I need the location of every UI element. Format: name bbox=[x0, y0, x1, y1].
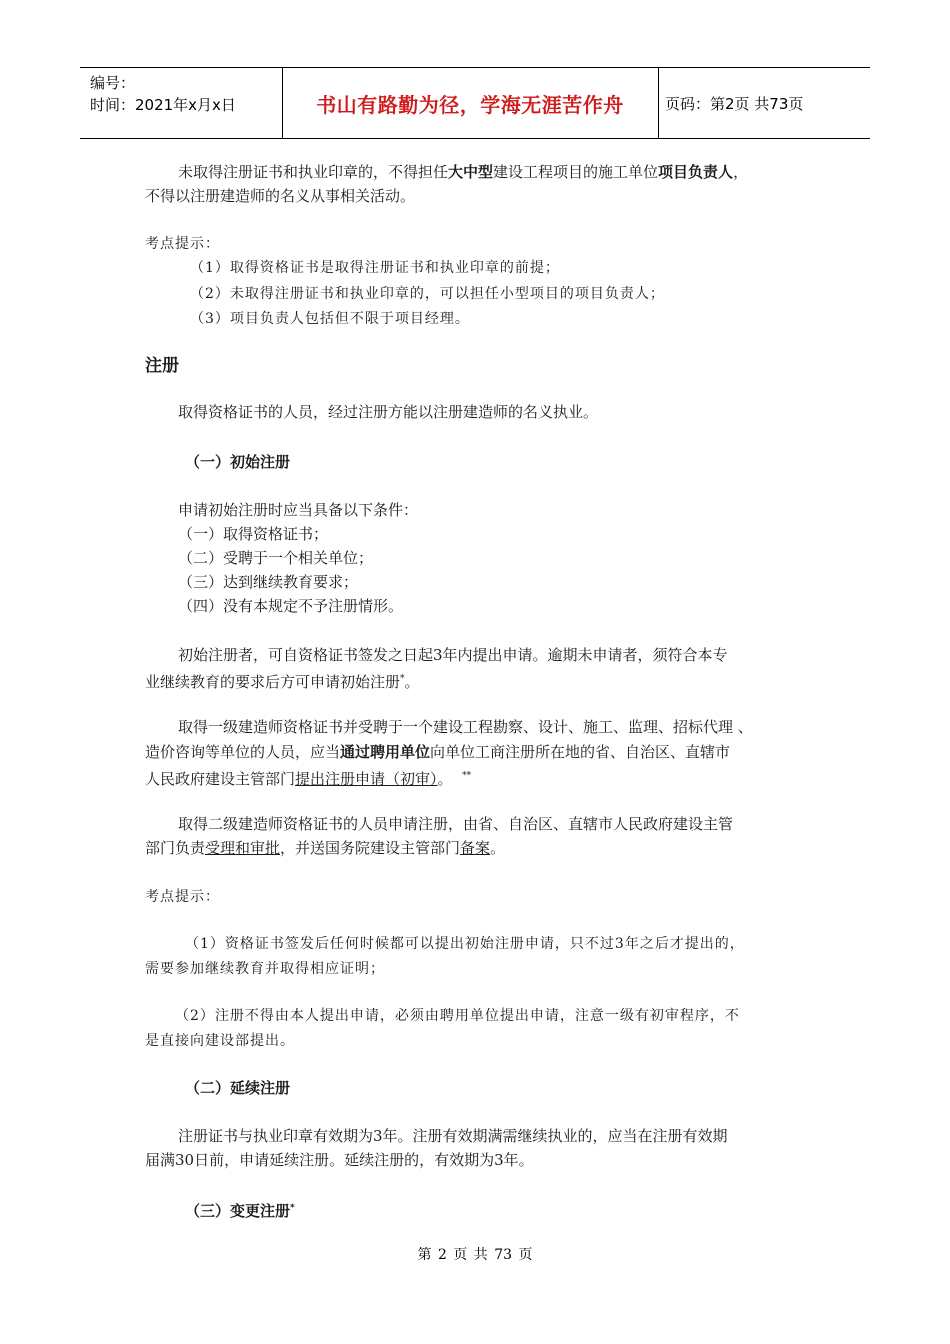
tip-2-2-line-2: 是直接向建设部提出。 bbox=[145, 1033, 295, 1049]
subsection-title-renewal: （二）延续注册 bbox=[185, 1079, 291, 1097]
renewal-line-1: 注册证书与执业印章有效期为3年。注册有效期满需继续执业的，应当在注册有效期 bbox=[178, 1127, 728, 1145]
intro-bold-role: 项目负责人 bbox=[658, 163, 734, 181]
intro-text: ， bbox=[733, 163, 749, 181]
para-text: ，并送国务院建设主管部门 bbox=[280, 839, 461, 857]
para-text: 。 bbox=[490, 839, 506, 857]
condition-item: （四）没有本规定不予注册情形。 bbox=[178, 597, 404, 615]
time-label: 时间：2021年x月x日 bbox=[90, 96, 236, 114]
section-lead: 取得资格证书的人员，经过注册方能以注册建造师的名义执业。 bbox=[178, 403, 599, 421]
para-text: 部门负责 bbox=[145, 839, 206, 857]
initial-para-1-line-2 bbox=[145, 667, 420, 694]
conditions-lead: 申请初始注册时应当具备以下条件： bbox=[178, 501, 419, 519]
tip-2-2-line-1: （2）注册不得由本人提出申请，必须由聘用单位提出申请，注意一级有初审程序，不 bbox=[175, 1008, 740, 1024]
number-label: 编号： bbox=[90, 74, 136, 92]
initial-para-3-line-1: 取得二级建造师资格证书的人员申请注册，由省、自治区、直辖市人民政府建设主管 bbox=[178, 815, 734, 833]
para-text: 向单位工商注册所在地的省、自治区、直辖市 bbox=[430, 743, 731, 761]
initial-para-2-line-1: 取得一级建造师资格证书并受聘于一个建设工程勘察、设计、施工、监理、招标代理 、 bbox=[178, 718, 753, 736]
header-divider bbox=[658, 68, 659, 138]
condition-item: （二）受聘于一个相关单位； bbox=[178, 549, 374, 567]
importance-mark: * bbox=[400, 674, 405, 684]
header-meta bbox=[90, 72, 236, 116]
condition-item: （一）取得资格证书； bbox=[178, 525, 329, 543]
intro-bold-scale: 大中型 bbox=[448, 163, 494, 181]
intro-text: 建设工程项目的施工单位 bbox=[493, 163, 659, 181]
importance-mark: ** bbox=[462, 771, 472, 781]
underlined-phrase: 受理和审批 bbox=[205, 839, 281, 857]
tip-2-1-line-2: 需要参加继续教育并取得相应证明； bbox=[145, 961, 385, 977]
initial-para-2-line-3 bbox=[145, 764, 471, 791]
tip-item: （3）项目负责人包括但不限于项目经理。 bbox=[190, 311, 470, 327]
subsection-title-change bbox=[185, 1196, 295, 1223]
condition-item: （三）达到继续教育要求； bbox=[178, 573, 359, 591]
tip-2-1-line-1: （1）资格证书签发后任何时候都可以提出初始注册申请，只不过3年之后才提出的， bbox=[185, 936, 745, 952]
para-text: 。 bbox=[404, 673, 420, 691]
initial-para-3-line-2 bbox=[145, 836, 505, 860]
tip-item: （2）未取得注册证书和执业印章的，可以担任小型项目的项目负责人； bbox=[190, 286, 665, 302]
renewal-line-2: 届满30日前，申请延续注册。延续注册的，有效期为3年。 bbox=[145, 1151, 534, 1169]
para-text: 。 bbox=[437, 770, 453, 788]
intro-line-2: 不得以注册建造师的名义从事相关活动。 bbox=[145, 187, 416, 205]
header-motto: 书山有路勤为径，学海无涯苦作舟 bbox=[316, 92, 624, 117]
tips-title: 考点提示： bbox=[145, 889, 220, 905]
header-page-info: 页码：第2页 共73页 bbox=[665, 94, 804, 113]
page-header bbox=[80, 67, 870, 139]
section-title: 注册 bbox=[145, 356, 179, 376]
tip-item: （1）取得资格证书是取得注册证书和执业印章的前提； bbox=[190, 260, 560, 276]
importance-mark: * bbox=[290, 1203, 295, 1213]
bold-phrase: 通过聘用单位 bbox=[340, 743, 431, 761]
para-text: 造价咨询等单位的人员，应当 bbox=[145, 743, 341, 761]
para-text: 人民政府建设主管部门 bbox=[145, 770, 296, 788]
intro-text: 未取得注册证书和执业印章的，不得担任 bbox=[178, 163, 449, 181]
subsection-title-text: （三）变更注册 bbox=[185, 1202, 291, 1220]
intro-line-1 bbox=[178, 160, 748, 184]
page-footer: 第 2 页 共 73 页 bbox=[417, 1247, 533, 1263]
underlined-phrase: 提出注册申请（初审） bbox=[295, 770, 438, 788]
tips-title: 考点提示： bbox=[145, 236, 220, 252]
subsection-title-initial: （一）初始注册 bbox=[185, 453, 291, 471]
para-text: 业继续教育的要求后方可申请初始注册 bbox=[145, 673, 401, 691]
initial-para-1-line-1: 初始注册者，可自资格证书签发之日起3年内提出申请。逾期未申请者，须符合本专 bbox=[178, 646, 728, 664]
initial-para-2-line-2 bbox=[145, 740, 730, 764]
underlined-phrase: 备案 bbox=[460, 839, 491, 857]
